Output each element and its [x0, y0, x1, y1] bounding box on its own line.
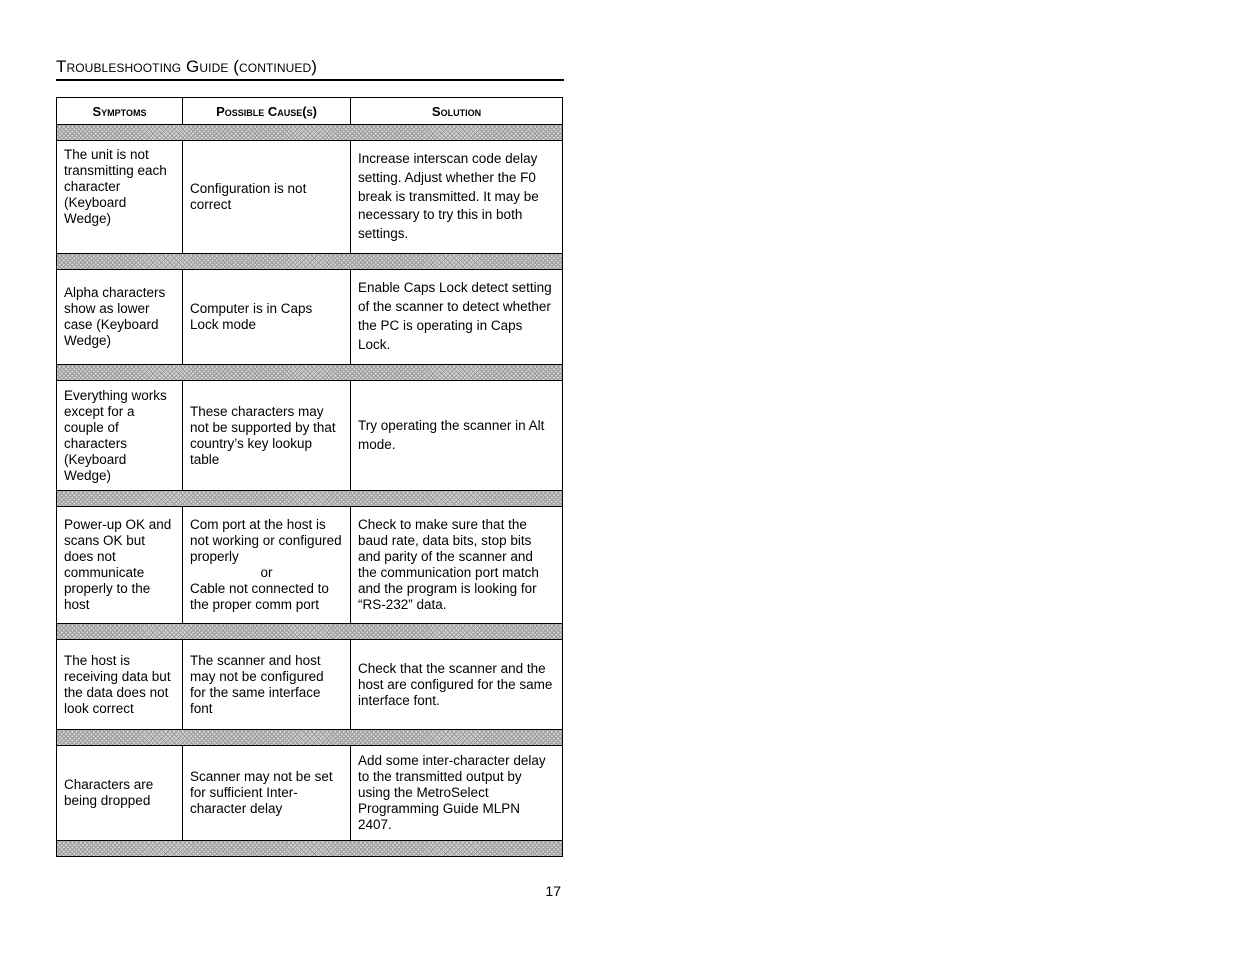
symptom-cell: Power-up OK and scans OK but does not communicate properly to the host [57, 507, 183, 624]
separator-row [57, 841, 563, 857]
table-row [57, 640, 563, 730]
symptom-cell: The unit is not transmitting each character (Keyboard Wedge) [57, 141, 183, 254]
cause-cell: Computer is in Caps Lock mode [183, 270, 351, 365]
table-row [57, 270, 563, 365]
cause-text-a: Com port at the host is not working or configured properly [190, 517, 342, 564]
solution-cell: Try operating the scanner in Alt mode. [351, 381, 563, 491]
cause-cell: These characters may not be supported by that country’s key lookup table [183, 381, 351, 491]
cause-cell: The scanner and host may not be configured for the same interface font [183, 640, 351, 730]
table-row [57, 381, 563, 491]
cause-cell [183, 507, 351, 624]
section-heading: Troubleshooting Guide (continued) [56, 57, 564, 81]
separator-row [57, 730, 563, 746]
solution-cell: Enable Caps Lock detect setting of the scanner to detect whether the PC is operating in Caps Lock. [351, 270, 563, 365]
table-row [57, 746, 563, 841]
solution-cell: Check that the scanner and the host are configured for the same interface font. [351, 640, 563, 730]
table-header-row [57, 98, 563, 125]
solution-cell: Increase interscan code delay setting. Adjust whether the F0 break is transmitted. It may be necessary to try this in both settings. [351, 141, 563, 254]
table-row [57, 507, 563, 624]
column-header-possible-causes: Possible Cause(s) [183, 98, 351, 125]
cause-text-b: Cable not connected to the proper comm port [190, 581, 329, 612]
separator-row [57, 125, 563, 141]
solution-cell: Add some inter-character delay to the transmitted output by using the MetroSelect Programming Guide MLPN 2407. [351, 746, 563, 841]
solution-cell: Check to make sure that the baud rate, data bits, stop bits and parity of the scanner and the communication port match and the program is looking for “RS-232” data. [351, 507, 563, 624]
symptom-cell: Everything works except for a couple of characters (Keyboard Wedge) [57, 381, 183, 491]
separator-row [57, 624, 563, 640]
table-row [57, 141, 563, 254]
cause-or: or [260, 565, 273, 580]
page-number: 17 [545, 883, 561, 899]
separator-row [57, 254, 563, 270]
column-header-symptoms: Symptoms [57, 98, 183, 125]
cause-cell: Scanner may not be set for sufficient Inter-character delay [183, 746, 351, 841]
symptom-cell: The host is receiving data but the data does not look correct [57, 640, 183, 730]
separator-row [57, 365, 563, 381]
symptom-cell: Characters are being dropped [57, 746, 183, 841]
column-header-solution: Solution [351, 98, 563, 125]
cause-cell: Configuration is not correct [183, 141, 351, 254]
separator-row [57, 491, 563, 507]
symptom-cell: Alpha characters show as lower case (Keyboard Wedge) [57, 270, 183, 365]
troubleshooting-table [56, 97, 563, 857]
